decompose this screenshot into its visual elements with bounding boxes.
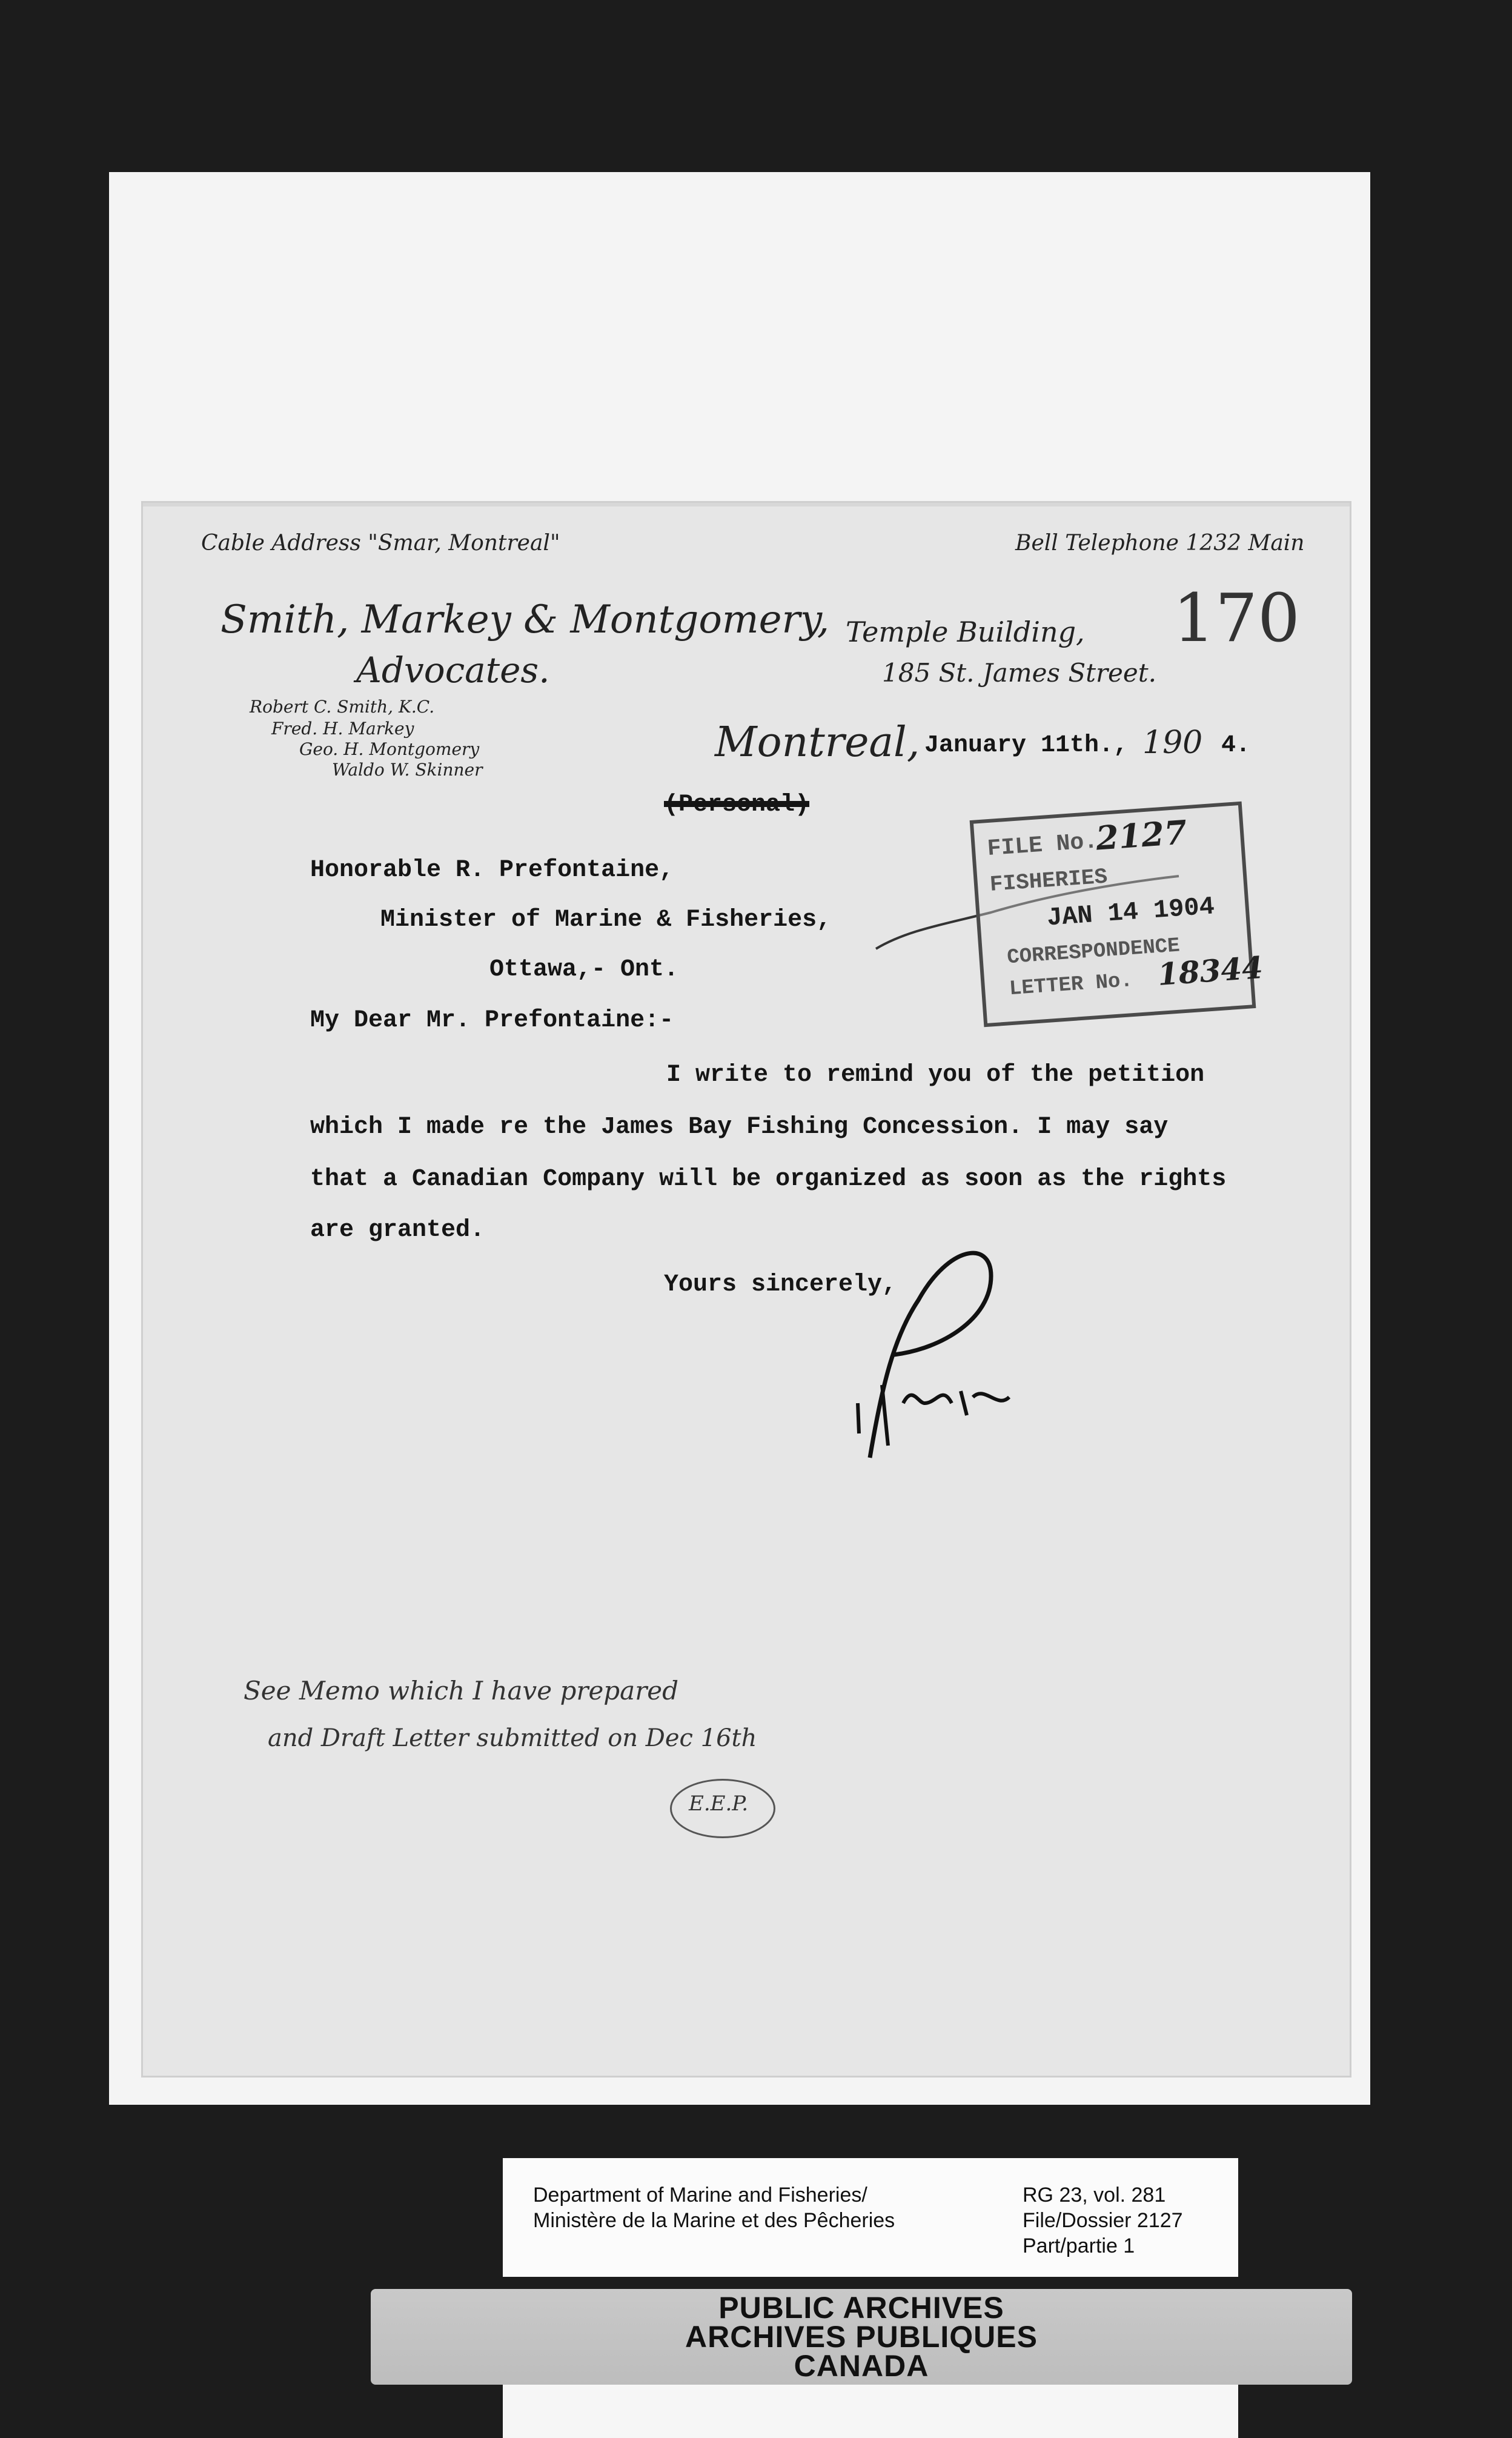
body-line-2: which I made re the James Bay Fishing Concession. I may say (310, 1114, 1169, 1141)
body-line-3: that a Canadian Company will be organized as soon as the rights (310, 1166, 1227, 1193)
initials: E.E.P. (689, 1792, 749, 1816)
closing: Yours sincerely, (664, 1271, 897, 1298)
cable-address: Cable Address "Smar, Montreal" (201, 531, 560, 556)
stamp-dept: FISHERIES (989, 864, 1109, 897)
firm-name: Smith, Markey & Montgomery, (220, 597, 830, 642)
stamp-file-number: 2127 (1094, 812, 1189, 858)
city: Montreal, (715, 719, 920, 766)
archive-label-card (503, 2158, 1238, 2277)
stamp-date: JAN 14 1904 (1046, 892, 1216, 933)
stamp-correspondence: CORRESPONDENCE (1006, 934, 1181, 970)
building-name: Temple Building, (846, 616, 1085, 648)
initials-oval (670, 1779, 775, 1838)
body-line-4: are granted. (310, 1217, 485, 1244)
letter-page (143, 503, 1350, 2076)
label-rg: RG 23, vol. 281 (1023, 2184, 1166, 2207)
banner-line-2: ARCHIVES PUBLIQUES (685, 2320, 1038, 2354)
stamp-letter-label: LETTER No. (1008, 969, 1134, 1001)
body-line-1: I write to remind you of the petition (666, 1061, 1205, 1089)
folio-number: 170 (1173, 579, 1300, 657)
signature-icon (846, 1203, 1027, 1470)
annotation-line-2: and Draft Letter submitted on Dec 16th (268, 1724, 757, 1752)
address-line-1: Honorable R. Prefontaine, (310, 857, 674, 884)
public-archives-banner (371, 2289, 1352, 2385)
firm-role: Advocates. (356, 649, 550, 691)
banner-line-3: CANADA (794, 2349, 929, 2383)
partner-3: Geo. H. Montgomery (299, 739, 480, 759)
registry-stamp (970, 802, 1264, 1028)
partner-2: Fred. H. Markey (271, 719, 414, 739)
date-typed: January 11th., (924, 732, 1129, 759)
label-file: File/Dossier 2127 (1023, 2209, 1183, 2232)
partner-1: Robert C. Smith, K.C. (250, 697, 435, 717)
address-line-2: Minister of Marine & Fisheries, (380, 906, 832, 934)
annotation-line-1: See Memo which I have prepared (244, 1676, 679, 1706)
salutation: My Dear Mr. Prefontaine:- (310, 1007, 674, 1034)
label-dept-en: Department of Marine and Fisheries/ (533, 2184, 867, 2207)
label-dept-fr: Ministère de la Marine et des Pêcheries (533, 2209, 895, 2232)
year-typed: 4. (1221, 732, 1251, 759)
telephone: Bell Telephone 1232 Main (1015, 531, 1305, 556)
street-address: 185 St. James Street. (882, 658, 1156, 688)
address-line-3: Ottawa,- Ont. (489, 956, 679, 983)
stamp-file-label: FILE No. (986, 828, 1099, 863)
struck-personal: (Personal) (664, 791, 810, 819)
partner-4: Waldo W. Skinner (332, 760, 483, 780)
stamp-letter-number: 18344 (1156, 949, 1264, 992)
label-part: Part/partie 1 (1023, 2234, 1135, 2257)
banner-line-1: PUBLIC ARCHIVES (718, 2291, 1004, 2325)
bottom-card-strip (503, 2385, 1238, 2438)
year-printed: 190 (1142, 725, 1203, 761)
